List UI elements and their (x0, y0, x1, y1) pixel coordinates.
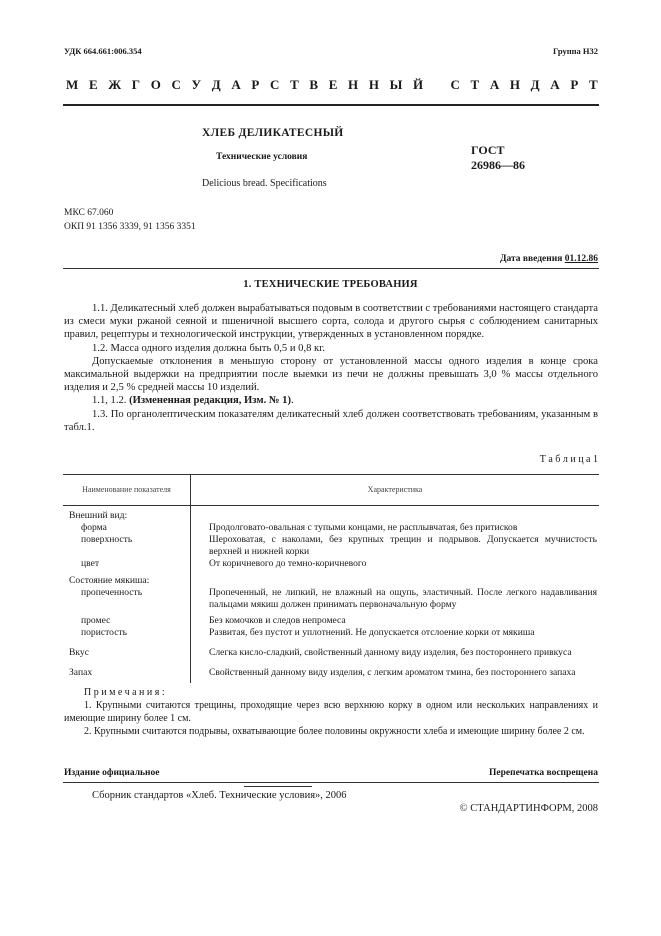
banner-letter: Д (530, 77, 540, 92)
table-caption: Т а б л и ц а 1 (539, 454, 598, 465)
banner-letter: А (489, 77, 500, 92)
banner-letter: Р (570, 77, 579, 92)
column-header-indicator: Наименование показателя (63, 475, 191, 506)
note-1: 1. Крупными считаются трещины, проходящие через всю верхнюю корку в одном или нескольких направлениях и имеющие ширину более 1 см. (64, 700, 598, 724)
banner-letter: О (150, 77, 161, 92)
table-row (63, 659, 599, 683)
banner-letter: Ж (108, 77, 122, 92)
table-row (63, 587, 599, 611)
banner-letter: Н (348, 77, 359, 92)
table-row (63, 611, 599, 627)
collection-source: Сборник стандартов «Хлеб. Технические условия», 2006 (92, 790, 347, 801)
banner-letter: Н (509, 77, 521, 92)
banner-letter: В (309, 77, 319, 92)
section-heading: 1. ТЕХНИЧЕСКИЕ ТРЕБОВАНИЯ (243, 279, 418, 290)
udk-code: УДК 664.661:006.354 (64, 46, 142, 56)
table-notes (64, 686, 598, 738)
paragraph-1-1: 1.1. Деликатесный хлеб должен вырабатываться подовым в соответствии с требованиями настоящего стандарта из смеси муки ржаной сеяной и пшеничной высшего сорта, солода и другого сырья с соблюдением санитарных правил, рецептуры и технологической инструкции, утвержденных в установленном порядке. (64, 303, 598, 341)
banner-letter: А (231, 77, 241, 92)
banner-letter: Р (251, 77, 260, 92)
interstate-standard-banner (66, 77, 598, 93)
table-row (63, 510, 599, 522)
banner-letter: С (450, 77, 460, 92)
table-row (63, 627, 599, 639)
banner-letter: Г (131, 77, 141, 92)
banner-letter: Т (588, 77, 598, 92)
copyright: © СТАНДАРТИНФОРМ, 2008 (459, 803, 598, 814)
row-name-porosity: пористость (81, 627, 128, 638)
row-value-color: От коричневого до темно-коричневого (209, 558, 367, 569)
intro-date (500, 254, 598, 264)
banner-letter: М (66, 77, 79, 92)
row-value-smell: Свойственный данному виду изделия, с легким ароматом тмина, без постороннего запаха (209, 667, 576, 678)
row-name-taste: Вкус (63, 639, 191, 659)
document-subtitle: Технические условия (216, 152, 308, 162)
english-title: Delicious bread. Specifications (202, 178, 327, 189)
row-value-surface: Шероховатая, с наколами, без крупных трещин и подрывов. Допускается мучнистость верхней и нижней корки (209, 534, 597, 557)
table-row (63, 534, 599, 558)
paragraph-1-2: 1.2. Масса одного изделия должна быть 0,5 и 0,8 кг. (92, 342, 325, 354)
organoleptic-table (63, 474, 599, 683)
footer-short-rule (244, 786, 312, 787)
gost-code: 26986—86 (471, 158, 525, 172)
row-name-baked: пропеченность (81, 587, 143, 598)
okp-code: ОКП 91 1356 3339, 91 1356 3351 (64, 222, 196, 232)
column-header-characteristic: Характеристика (191, 475, 600, 506)
gost-label: ГОСТ (471, 143, 505, 157)
date-rule (63, 268, 599, 269)
banner-letter: У (191, 77, 202, 92)
table-group-label: Внешний вид: (63, 510, 191, 522)
section-body (64, 302, 598, 434)
official-edition: Издание официальное (64, 768, 160, 778)
paragraph-1-3: 1.3. По органолептическим показателям деликатесный хлеб должен соответствовать требованиям, указанным в табл.1. (64, 408, 598, 433)
table-row (63, 639, 599, 659)
table-group-label: Состояние мякиша: (63, 570, 191, 587)
reprint-prohibited: Перепечатка воспрещена (488, 768, 598, 778)
banner-letter: Е (88, 77, 98, 92)
row-value-mixing: Без комочков и следов непромеса (209, 615, 346, 626)
row-value-porosity: Развитая, без пустот и уплотнений. Не допускается отслоение корки от мякиша (209, 627, 535, 638)
paragraph-deviation: Допускаемые отклонения в меньшую сторону от установленной массы одного изделия в конце срока максимальной выдержки на предприятии после выемки из печи не должны превышать 3,0 % массы отдельного изделия и 2,5 % средней массы 10 изделий. (64, 355, 598, 394)
banner-letter: Д (211, 77, 221, 92)
row-value-taste: Слегка кисло-сладкий, свойственный данному виду изделия, без постороннего привкуса (209, 647, 572, 658)
table-row (63, 570, 599, 587)
table-row (63, 522, 599, 534)
document-title: ХЛЕБ ДЕЛИКАТЕСНЫЙ (202, 127, 344, 139)
mks-code: МКС 67.060 (64, 208, 114, 218)
note-2: 2. Крупными считаются подрывы, охватывающие более половины окружности хлеба и имеющие ширину более 2 см. (84, 726, 585, 737)
table-row (63, 558, 599, 570)
banner-letter: Й (413, 77, 424, 92)
notes-heading: Примечания: (84, 687, 168, 698)
banner-letter: Т (290, 77, 299, 92)
banner-letter: Т (470, 77, 480, 92)
classification-codes (64, 206, 196, 234)
footer-rule (63, 782, 599, 783)
gost-number (471, 143, 525, 173)
intro-date-value: 01.12.86 (564, 254, 598, 264)
row-name-surface: поверхность (81, 534, 133, 545)
group-code: Группа Н32 (552, 46, 598, 56)
paragraph-amendment: 1.1, 1.2. (Измененная редакция, Изм. № 1). (92, 395, 294, 407)
top-rule (63, 104, 599, 106)
row-name-smell: Запах (63, 659, 191, 683)
amendment-note: (Измененная редакция, Изм. № 1) (129, 395, 291, 407)
row-value-baked: Пропеченный, не липкий, не влажный на ощупь, эластичный. После легкого надавливания пальцами мякиш должен принимать первоначальную форму (209, 587, 597, 610)
row-name-mixing: промес (81, 615, 111, 626)
banner-letter: А (550, 77, 560, 92)
row-name-forma: форма (81, 522, 107, 533)
banner-letter: С (270, 77, 280, 92)
row-value-forma: Продолговато-овальная с тупыми концами, не расплывчатая, без притисков (209, 522, 518, 533)
banner-letter: С (171, 77, 181, 92)
row-name-color: цвет (81, 558, 100, 569)
banner-letter (434, 77, 440, 93)
banner-letter: Ы (389, 77, 403, 92)
banner-letter: Е (328, 77, 338, 92)
banner-letter: Н (368, 77, 379, 92)
intro-date-label: Дата введения (499, 254, 565, 264)
